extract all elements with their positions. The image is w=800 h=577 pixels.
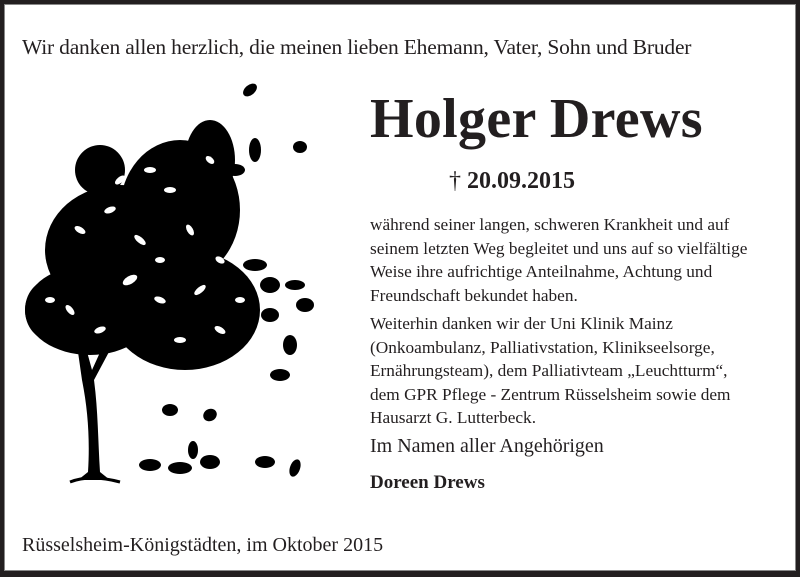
signer-name: Doreen Drews <box>370 472 485 493</box>
death-date-line <box>449 168 575 195</box>
additional-thanks-paragraph <box>370 312 730 430</box>
paragraph-line: seinem letzten Weg begleitet und uns auf so vielfältige <box>370 238 748 258</box>
deceased-name: Holger Drews <box>370 88 703 150</box>
intro-text: Wir danken allen herzlich, die meinen lieben Ehemann, Vater, Sohn und Bruder <box>22 35 692 59</box>
death-date: 20.09.2015 <box>467 168 575 194</box>
paragraph-line: Ernährungsteam), dem Palliativteam „Leuchtturm“, <box>370 361 728 380</box>
paragraph-line: (Onkoambulanz, Palliativstation, Klinikseelsorge, <box>370 337 715 357</box>
cross-icon: † <box>449 168 461 194</box>
paragraph-line: Freundschaft bekundet haben. <box>370 285 578 305</box>
paragraph-line: Weiterhin danken wir der Uni Klinik Mainz <box>370 314 673 333</box>
paragraph-line: dem GPR Pflege - Zentrum Rüsselsheim sowie dem <box>370 384 731 404</box>
tree-with-falling-leaves-icon <box>10 80 340 490</box>
place-date-footer: Rüsselsheim-Königstädten, im Oktober 2015 <box>22 534 384 556</box>
paragraph-line: Hausarzt G. Lutterbeck. <box>370 408 537 427</box>
paragraph-line: während seiner langen, schweren Krankheit und auf <box>370 215 730 234</box>
closing-line: Im Namen aller Angehörigen <box>370 435 604 457</box>
thanks-paragraph <box>370 213 747 307</box>
paragraph-line: Weise ihre aufrichtige Anteilnahme, Achtung und <box>370 262 713 281</box>
